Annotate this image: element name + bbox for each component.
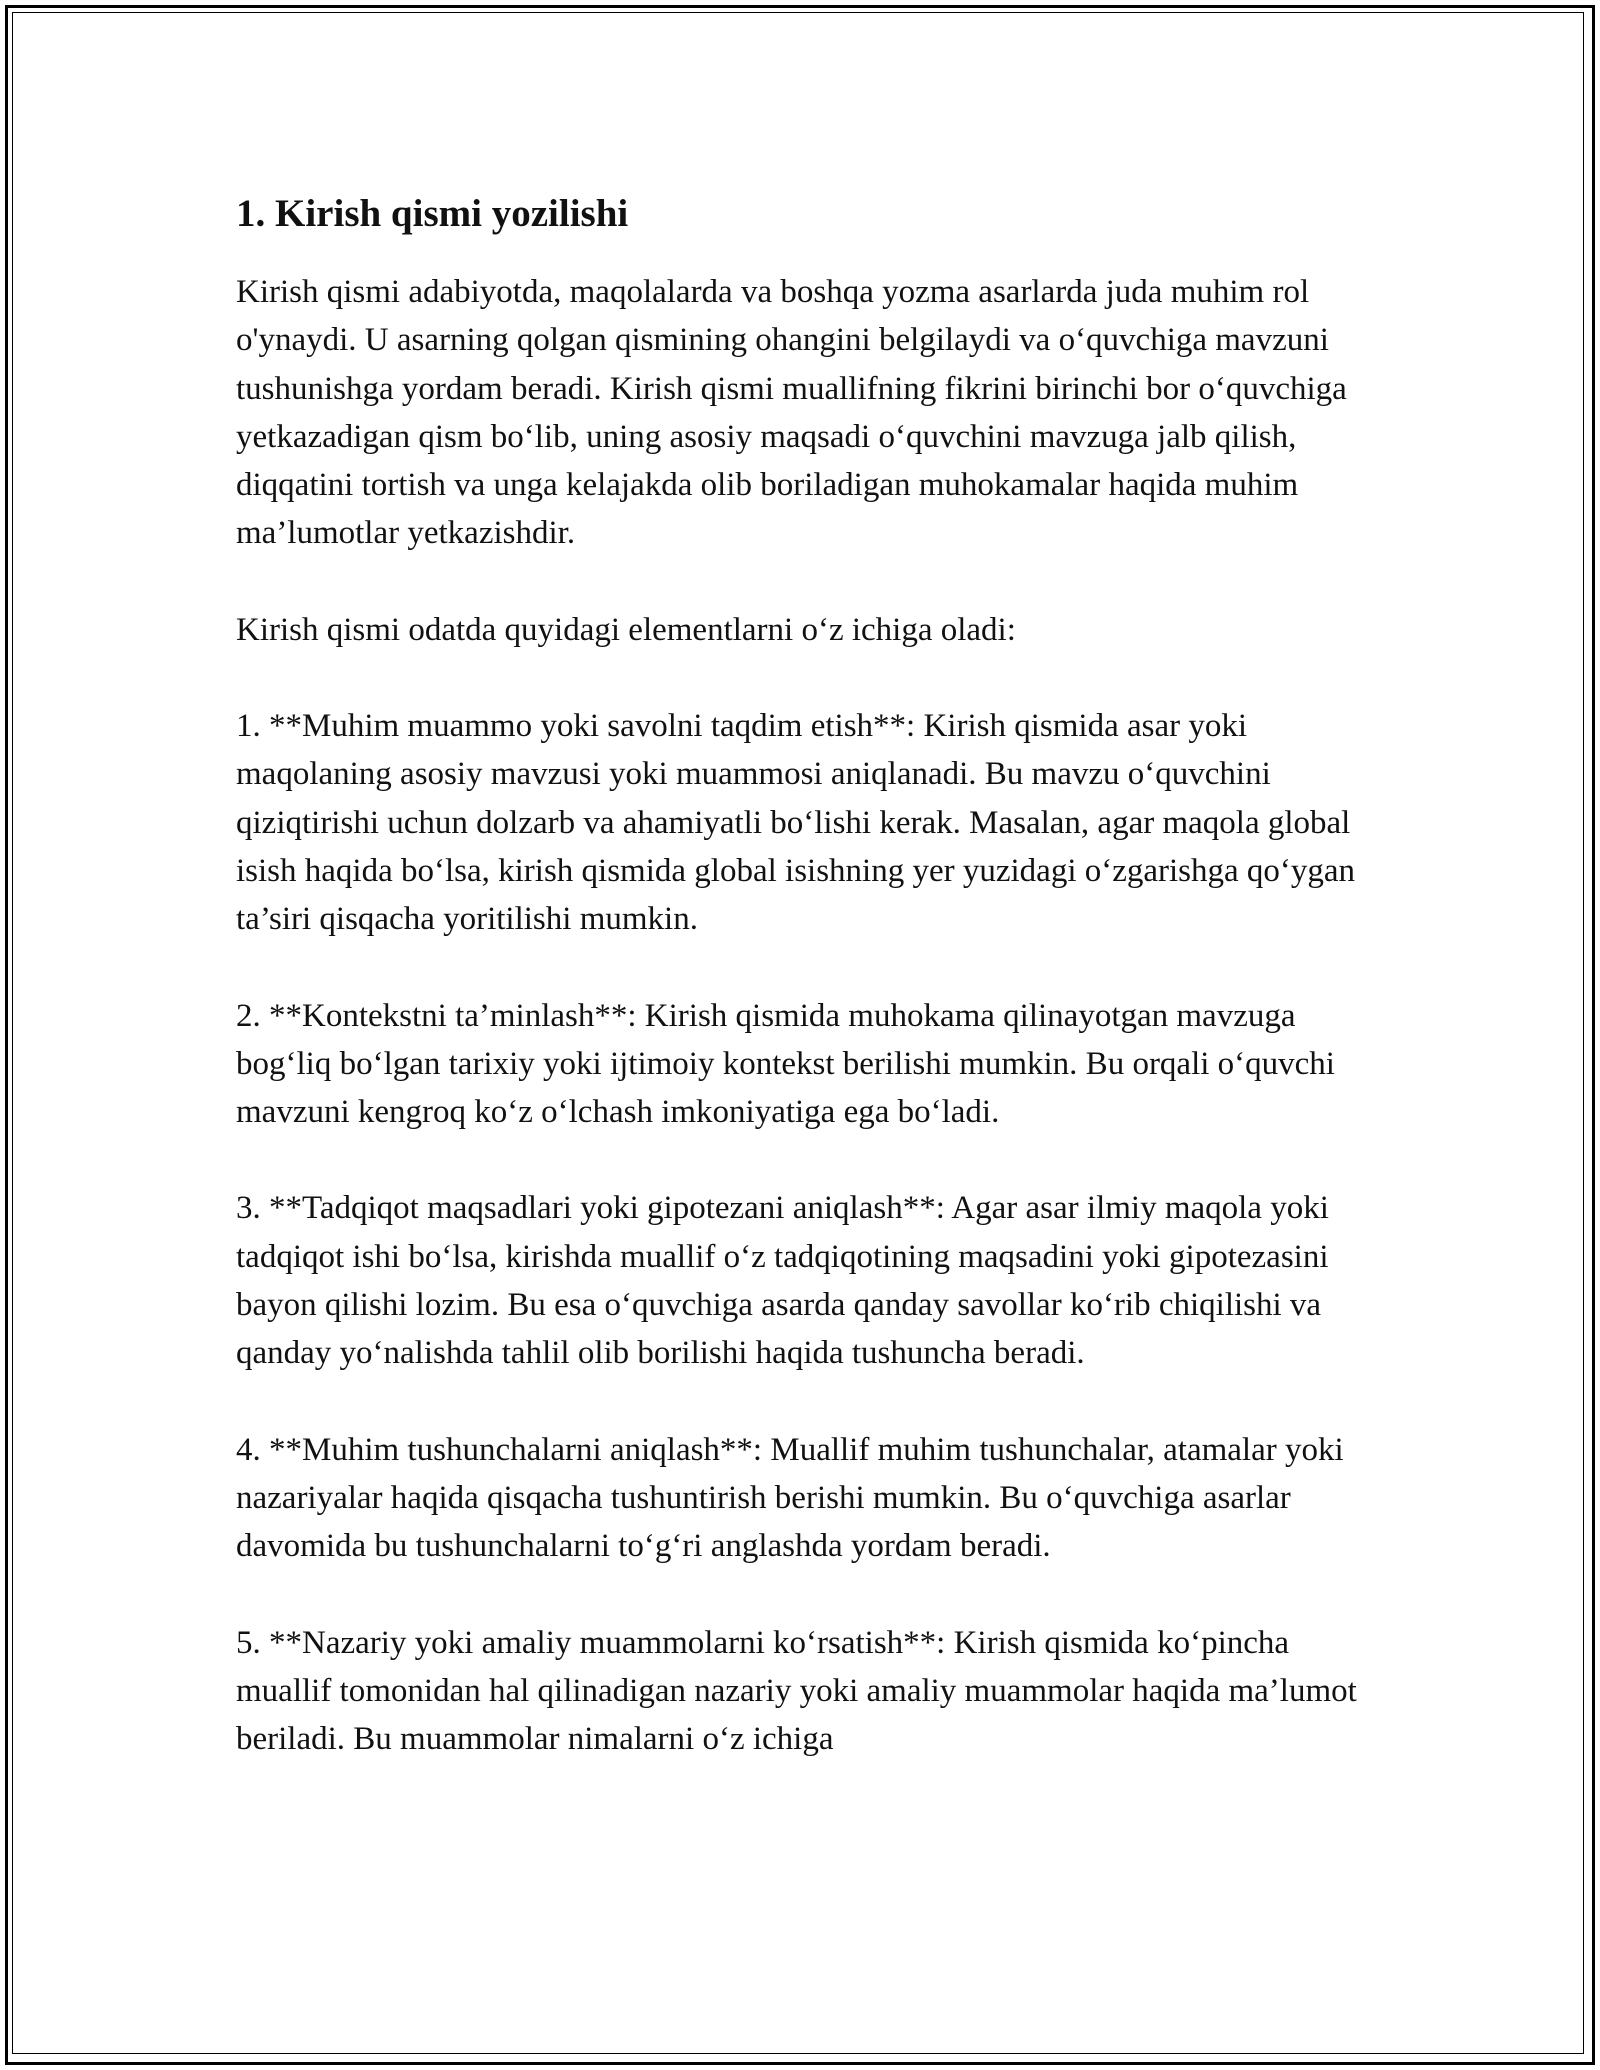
list-item-4-paragraph: 4. **Muhim tushunchalarni aniqlash**: Muallif muhim tushunchalar, atamalar yoki nazariyalar haqida qisqacha tushuntirish berishi mumkin. Bu o‘quvchiga asarlar davomida bu tushunchalarni to‘g‘ri anglashda yordam beradi.	[236, 1431, 1344, 1565]
section-heading: 1. Kirish qismi yozilishi	[236, 192, 629, 235]
list-item-5-paragraph: 5. **Nazariy yoki amaliy muammolarni ko‘rsatish**: Kirish qismida ko‘pincha muallif tomonidan hal qilinadigan nazariy yoki amaliy muammolar haqida ma’lumot beriladi. Bu muammolar nimalarni o‘z ichiga	[236, 1624, 1357, 1758]
document-body	[236, 186, 1386, 1811]
list-item-2-paragraph: 2. **Kontekstni ta’minlash**: Kirish qismida muhokama qilinayotgan mavzuga bog‘liq bo‘lgan tarixiy yoki ijtimoiy kontekst berilishi mumkin. Bu orqali o‘quvchi mavzuni kengroq ko‘z o‘lchash imkoniyatiga ega bo‘ladi.	[236, 997, 1335, 1131]
elements-intro-paragraph: Kirish qismi odatda quyidagi elementlarni o‘z ichiga oladi:	[236, 611, 1016, 648]
list-item-3-paragraph: 3. **Tadqiqot maqsadlari yoki gipotezani aniqlash**: Agar asar ilmiy maqola yoki tadqiqot ishi bo‘lsa, kirishda muallif o‘z tadqiqotining maqsadini yoki gipotezasini bayon qilishi lozim. Bu esa o‘quvchiga asarda qanday savollar ko‘rib chiqilishi va qanday yo‘nalishda tahlil olib borilishi haqida tushuncha beradi.	[236, 1190, 1329, 1372]
list-item-1-paragraph: 1. **Muhim muammo yoki savolni taqdim etish**: Kirish qismida asar yoki maqolaning asosiy mavzusi yoki muammosi aniqlanadi. Bu mavzu o‘quvchini qiziqtirishi uchun dolzarb va ahamiyatli bo‘lishi kerak. Masalan, agar maqola global isish haqida bo‘lsa, kirish qismida global isishning yer yuzidagi o‘zgarishga qo‘ygan ta’siri qisqacha yoritilishi mumkin.	[236, 708, 1356, 938]
intro-paragraph: Kirish qismi adabiyotda, maqolalarda va boshqa yozma asarlarda juda muhim rol o'ynaydi. U asarning qolgan qismining ohangini belgilaydi va o‘quvchiga mavzuni tushunishga yordam beradi. Kirish qismi muallifning fikrini birinchi bor o‘quvchiga yetkazadigan qism bo‘lib, uning asosiy maqsadi o‘quvchini mavzuga jalb qilish, diqqatini tortish va unga kelajakda olib boriladigan muhokamalar haqida muhim ma’lumotlar yetkazishdir.	[236, 274, 1347, 552]
